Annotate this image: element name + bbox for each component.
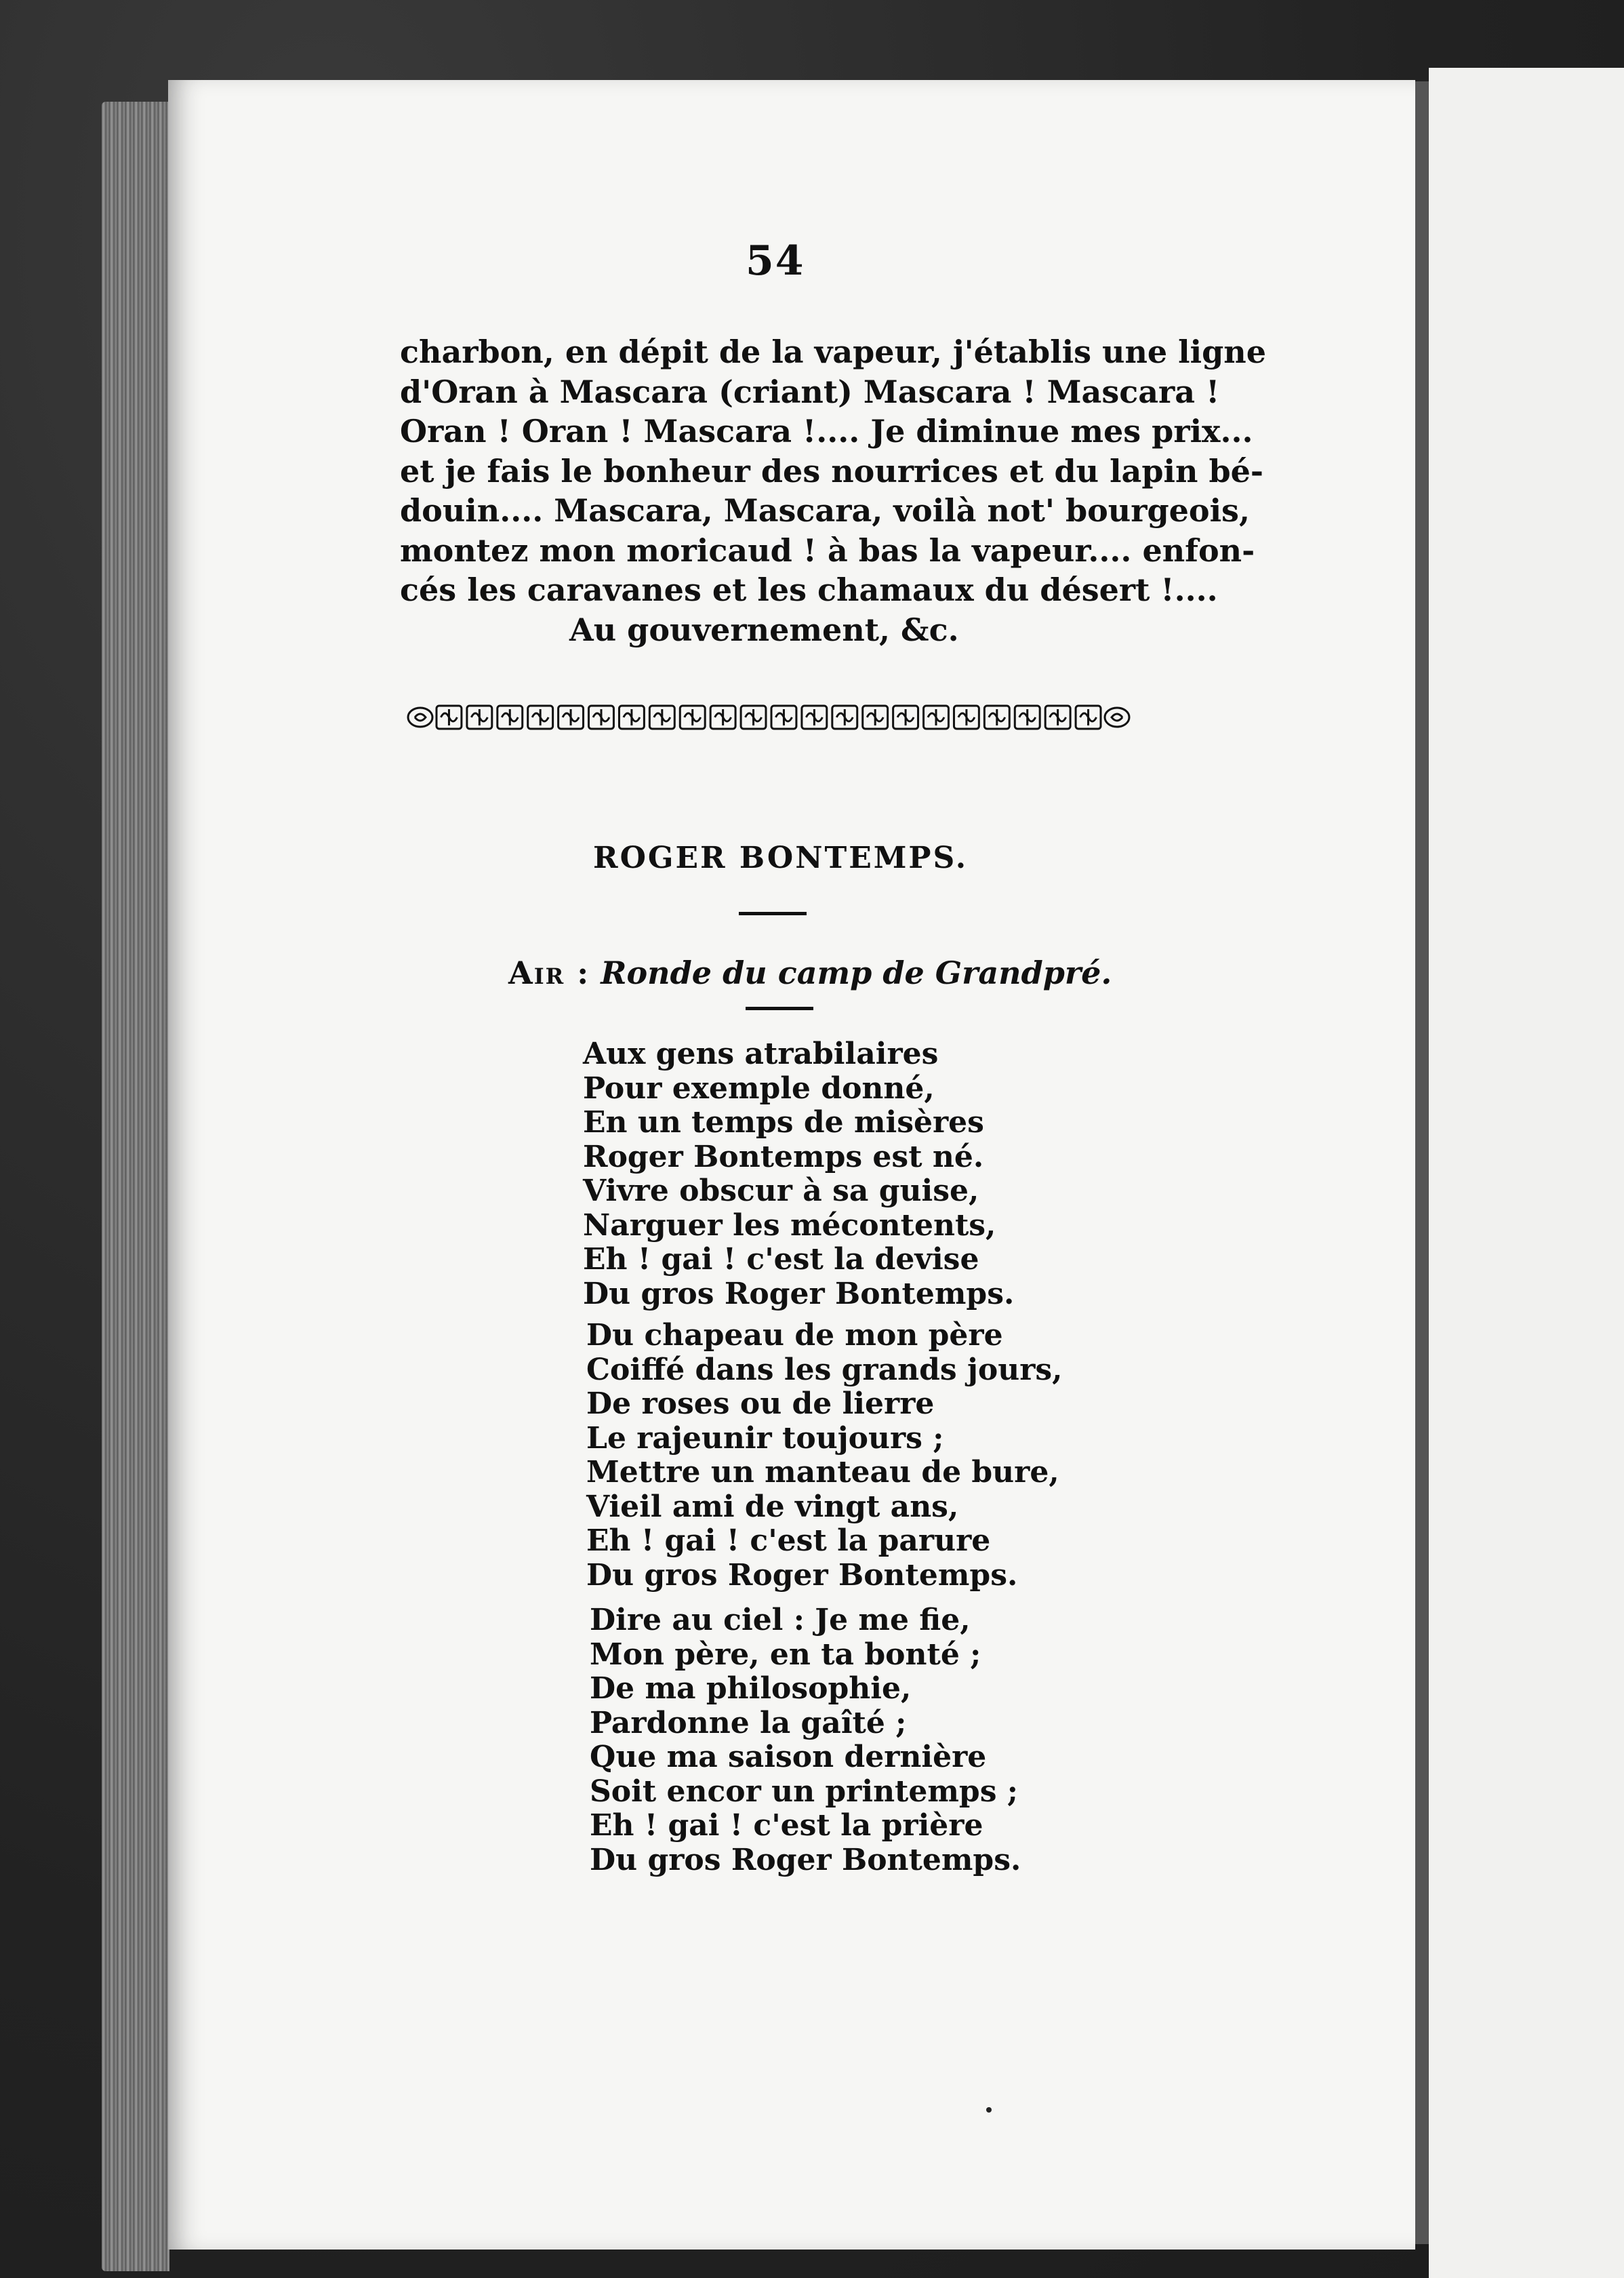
verse-line: Que ma saison dernière: [590, 1740, 987, 1774]
ornament-motif-flourish: [897, 709, 914, 725]
ornament-motif-flourish: [502, 709, 518, 725]
ornament-motif-flourish: [928, 709, 944, 725]
verse-line: Coiffé dans les grands jours,: [586, 1352, 1063, 1387]
page-speck: [986, 2107, 992, 2113]
song-title: ROGER BONTEMPS.: [593, 841, 969, 875]
ornament-motif-flourish: [715, 709, 731, 725]
prose-line: cés les caravanes et les chamaux du désert !....: [400, 572, 1218, 608]
verse-line: Roger Bontemps est né.: [583, 1139, 984, 1174]
verse-line: Le rajeunir toujours ;: [586, 1420, 944, 1456]
ornament-motif-flourish: [532, 709, 548, 725]
ornament-end-cap-swirl: [1112, 714, 1122, 721]
ornament-motif-flourish: [471, 709, 487, 725]
verse-line: Vieil ami de vingt ans,: [586, 1489, 959, 1524]
ornament-motif-flourish: [593, 709, 609, 725]
verse-line: De roses ou de lierre: [586, 1386, 935, 1421]
prose-line: charbon, en dépit de la vapeur, j'établis une ligne: [400, 334, 1267, 370]
verse-line: Narguer les mécontents,: [583, 1207, 996, 1243]
stanza-1: [583, 1037, 1014, 1311]
air-title: Ronde du camp de Grandpré.: [601, 955, 1112, 991]
book-page-edges: [102, 102, 169, 2271]
ornament-motif-flourish: [624, 709, 640, 725]
ornament-motif-flourish: [746, 709, 762, 725]
ornament-motif-flourish: [867, 709, 883, 725]
prose-line: et je fais le bonheur des nourrices et du lapin bé-: [400, 452, 1263, 489]
ornament-motif-flourish: [654, 709, 670, 725]
ornament-end-cap: [1105, 708, 1129, 727]
verse-line: Vivre obscur à sa guise,: [583, 1174, 979, 1208]
ornament-motif-flourish: [958, 709, 975, 725]
ornament-motif-flourish: [441, 709, 457, 725]
verse-line: Du gros Roger Bontemps.: [590, 1842, 1021, 1877]
prose-paragraph: [400, 332, 1267, 650]
verse-line: Eh ! gai ! c'est la parure: [586, 1523, 991, 1558]
verse-line: Pour exemple donné,: [583, 1071, 935, 1106]
verse-line: Aux gens atrabilaires: [583, 1037, 939, 1071]
prose-line: montez mon moricaud ! à bas la vapeur.... enfon-: [400, 532, 1255, 569]
prose-line: d'Oran à Mascara (criant) Mascara ! Mascara !: [400, 373, 1220, 410]
ornament-end-cap: [408, 708, 432, 727]
stanza-3: [590, 1603, 1021, 1877]
ornament-motif-flourish: [1050, 709, 1066, 725]
verse-line: Eh ! gai ! c'est la devise: [583, 1242, 979, 1277]
decorative-border-ornament: [407, 702, 1131, 733]
refrain-line: Au gouvernement, &c.: [569, 611, 959, 648]
verse-line: Soit encor un printemps ;: [590, 1774, 1019, 1809]
facing-page: [1429, 68, 1624, 2278]
page-number: 54: [746, 237, 805, 285]
verse-line: Du gros Roger Bontemps.: [583, 1276, 1015, 1311]
book-spine-edge: [1415, 81, 1429, 2244]
verse-line: Dire au ciel : Je me fie,: [590, 1603, 971, 1637]
prose-line: douin.... Mascara, Mascara, voilà not' bourgeois,: [400, 492, 1250, 529]
stanza-2: [586, 1319, 1063, 1593]
prose-line: Oran ! Oran ! Mascara !.... Je diminue mes prix...: [400, 413, 1253, 449]
verse-line: Eh ! gai ! c'est la prière: [590, 1808, 983, 1843]
ornament-motif-flourish: [806, 709, 822, 725]
ornament-motif-flourish: [989, 709, 1005, 725]
ornament-motif-flourish: [1080, 709, 1097, 725]
ornament-motif-flourish: [563, 709, 579, 725]
verse-line: Mettre un manteau de bure,: [586, 1455, 1059, 1490]
verse-line: Du gros Roger Bontemps.: [586, 1557, 1018, 1593]
ornament-end-cap-swirl: [415, 714, 426, 721]
air-label: Air :: [508, 955, 590, 991]
verse-line: En un temps de misères: [583, 1105, 984, 1140]
verse-line: Pardonne la gaîté ;: [590, 1705, 907, 1740]
title-rule: [739, 912, 807, 915]
ornament-motif-flourish: [1019, 709, 1036, 725]
ornament-motif-flourish: [685, 709, 701, 725]
verse-line: De ma philosophie,: [590, 1671, 912, 1706]
air-line: [508, 955, 1112, 991]
ornament-motif-flourish: [836, 709, 853, 725]
ornament-motif-flourish: [775, 709, 792, 725]
verse-line: Mon père, en ta bonté ;: [590, 1637, 981, 1672]
verse-line: Du chapeau de mon père: [586, 1318, 1003, 1353]
air-rule: [746, 1007, 813, 1010]
